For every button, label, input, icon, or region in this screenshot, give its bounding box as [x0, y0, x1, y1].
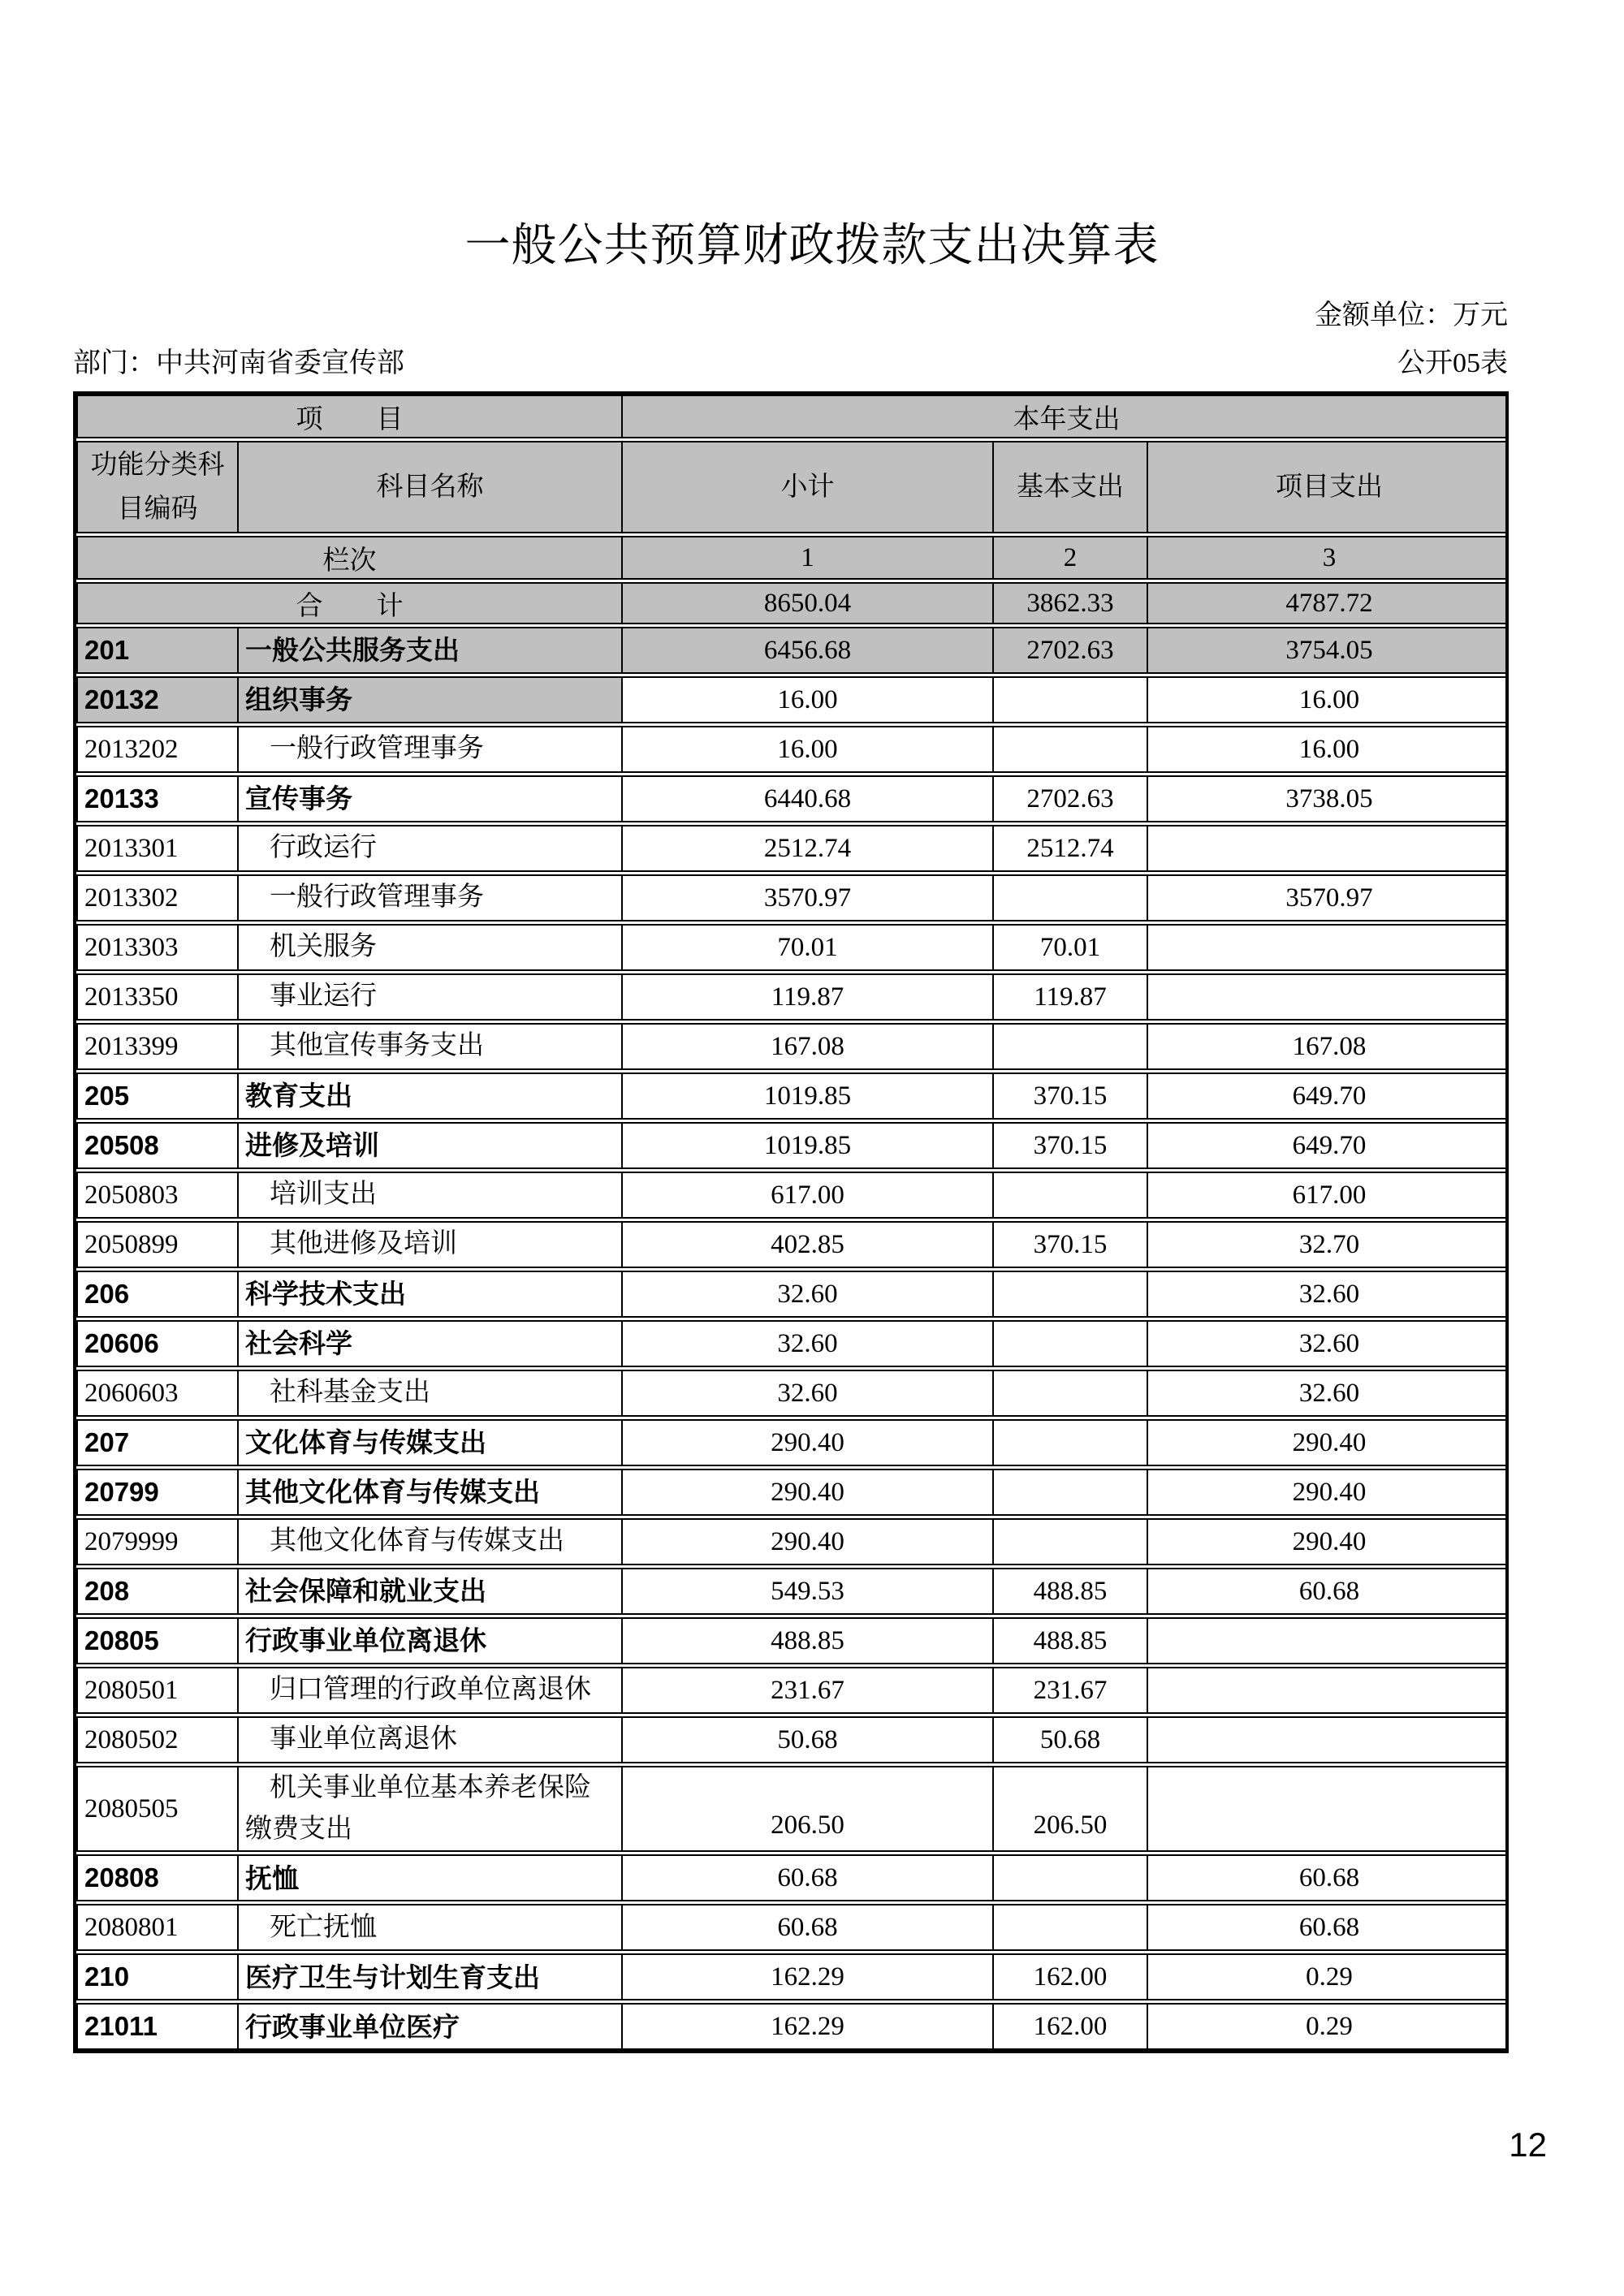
row-code-cell: 201 — [76, 627, 239, 674]
row-code-cell: 20508 — [76, 1122, 239, 1169]
row-subtotal-cell: 6456.68 — [623, 627, 994, 674]
row-project-cell: 60.68 — [1148, 1568, 1509, 1615]
table-row — [76, 2003, 1509, 2050]
header-row-2 — [76, 441, 1509, 533]
row-basic-cell — [994, 1271, 1148, 1318]
row-name-cell: 一般公共服务支出 — [239, 627, 623, 674]
row-subtotal-cell: 16.00 — [623, 726, 994, 773]
row-name-cell: 社会科学 — [239, 1320, 623, 1367]
row-project-cell: 290.40 — [1148, 1469, 1509, 1516]
table-row — [76, 1953, 1509, 2000]
row-name-cell: 教育支出 — [239, 1072, 623, 1120]
row-subtotal-cell: 402.85 — [623, 1221, 994, 1268]
row-name-cell: 一般行政管理事务 — [239, 874, 623, 921]
total-basic-cell: 3862.33 — [994, 582, 1148, 624]
row-name-cell: 进修及培训 — [239, 1122, 623, 1169]
row-project-cell: 32.70 — [1148, 1221, 1509, 1268]
total-row — [76, 582, 1509, 624]
row-name-cell: 培训支出 — [239, 1172, 623, 1219]
row-project-cell: 290.40 — [1148, 1419, 1509, 1466]
row-name-cell: 事业运行 — [239, 973, 623, 1021]
row-subtotal-cell: 60.68 — [623, 1854, 994, 1901]
row-code-cell: 2013302 — [76, 874, 239, 921]
row-project-cell: 0.29 — [1148, 1953, 1509, 2000]
row-subtotal-cell: 1019.85 — [623, 1072, 994, 1120]
row-code-cell: 2013303 — [76, 924, 239, 971]
total-subtotal-cell: 8650.04 — [623, 582, 994, 624]
row-project-cell — [1148, 924, 1509, 971]
row-basic-cell — [994, 1419, 1148, 1466]
row-name-cell: 其他进修及培训 — [239, 1221, 623, 1268]
meta-row — [73, 340, 1508, 380]
table-row — [76, 973, 1509, 1021]
row-project-cell — [1148, 973, 1509, 1021]
row-basic-cell: 370.15 — [994, 1221, 1148, 1268]
row-name-cell: 其他文化体育与传媒支出 — [239, 1469, 623, 1516]
row-basic-cell: 50.68 — [994, 1716, 1148, 1763]
table-row — [76, 1023, 1509, 1070]
row-basic-cell — [994, 1320, 1148, 1367]
row-subtotal-cell: 3570.97 — [623, 874, 994, 921]
row-subtotal-cell: 290.40 — [623, 1518, 994, 1565]
table-row — [76, 1172, 1509, 1219]
row-project-cell: 60.68 — [1148, 1904, 1509, 1951]
row-name-cell: 行政事业单位医疗 — [239, 2003, 623, 2050]
table-row — [76, 726, 1509, 773]
table-row — [76, 825, 1509, 872]
row-code-cell: 20606 — [76, 1320, 239, 1367]
row-project-cell: 32.60 — [1148, 1271, 1509, 1318]
row-name-cell: 机关事业单位基本养老保险缴费支出 — [239, 1766, 623, 1852]
row-basic-cell: 162.00 — [994, 1953, 1148, 2000]
row-subtotal-cell: 119.87 — [623, 973, 994, 1021]
row-project-cell: 649.70 — [1148, 1072, 1509, 1120]
row-basic-cell: 70.01 — [994, 924, 1148, 971]
table-row — [76, 1419, 1509, 1466]
row-basic-cell — [994, 676, 1148, 723]
row-project-cell — [1148, 1667, 1509, 1714]
header-subtotal-cell: 小计 — [623, 441, 994, 533]
unit-note: 金额单位：万元 — [1315, 300, 1508, 330]
header-row-1 — [76, 395, 1509, 438]
row-subtotal-cell: 32.60 — [623, 1320, 994, 1367]
row-code-cell: 2013301 — [76, 825, 239, 872]
table-row — [76, 1904, 1509, 1951]
row-project-cell: 60.68 — [1148, 1854, 1509, 1901]
row-name-cell: 其他宣传事务支出 — [239, 1023, 623, 1070]
row-basic-cell: 488.85 — [994, 1617, 1148, 1664]
table-row — [76, 1271, 1509, 1318]
row-name-cell: 归口管理的行政单位离退休 — [239, 1667, 623, 1714]
row-code-cell: 2080801 — [76, 1904, 239, 1951]
row-subtotal-cell: 32.60 — [623, 1271, 994, 1318]
row-basic-cell: 2702.63 — [994, 627, 1148, 674]
row-project-cell — [1148, 825, 1509, 872]
row-subtotal-cell: 1019.85 — [623, 1122, 994, 1169]
row-basic-cell: 488.85 — [994, 1568, 1148, 1615]
row-project-cell: 0.29 — [1148, 2003, 1509, 2050]
row-project-cell: 3738.05 — [1148, 775, 1509, 822]
row-subtotal-cell: 60.68 — [623, 1904, 994, 1951]
table-row — [76, 1667, 1509, 1714]
header-code-cell: 功能分类科目编码 — [76, 441, 239, 533]
row-basic-cell — [994, 1518, 1148, 1565]
table-body — [76, 627, 1509, 2050]
row-basic-cell — [994, 1370, 1148, 1417]
row-subtotal-cell: 549.53 — [623, 1568, 994, 1615]
table-row — [76, 1766, 1509, 1852]
row-code-cell: 207 — [76, 1419, 239, 1466]
table-row — [76, 1122, 1509, 1169]
row-basic-cell: 119.87 — [994, 973, 1148, 1021]
row-code-cell: 2060603 — [76, 1370, 239, 1417]
row-code-cell: 20799 — [76, 1469, 239, 1516]
row-code-cell: 2013350 — [76, 973, 239, 1021]
row-name-cell: 科学技术支出 — [239, 1271, 623, 1318]
row-name-cell: 其他文化体育与传媒支出 — [239, 1518, 623, 1565]
row-project-cell: 167.08 — [1148, 1023, 1509, 1070]
header-basic-cell: 基本支出 — [994, 441, 1148, 533]
table-row — [76, 1854, 1509, 1901]
row-basic-cell — [994, 726, 1148, 773]
row-subtotal-cell: 2512.74 — [623, 825, 994, 872]
department-label: 部门：中共河南省委宣传部 — [73, 348, 404, 378]
row-subtotal-cell: 617.00 — [623, 1172, 994, 1219]
row-subtotal-cell: 167.08 — [623, 1023, 994, 1070]
table-row — [76, 1716, 1509, 1763]
row-code-cell: 2013399 — [76, 1023, 239, 1070]
column-index-1-cell: 1 — [623, 536, 994, 580]
table-row — [76, 1221, 1509, 1268]
row-project-cell — [1148, 1617, 1509, 1664]
row-subtotal-cell: 50.68 — [623, 1716, 994, 1763]
row-subtotal-cell: 231.67 — [623, 1667, 994, 1714]
row-name-cell: 医疗卫生与计划生育支出 — [239, 1953, 623, 2000]
row-project-cell: 649.70 — [1148, 1122, 1509, 1169]
row-name-cell: 事业单位离退休 — [239, 1716, 623, 1763]
column-index-2-cell: 2 — [994, 536, 1148, 580]
row-subtotal-cell: 162.29 — [623, 2003, 994, 2050]
page-title: 一般公共预算财政拨款支出决算表 — [464, 221, 1160, 271]
row-subtotal-cell: 6440.68 — [623, 775, 994, 822]
total-project-cell: 4787.72 — [1148, 582, 1509, 624]
table-row — [76, 676, 1509, 723]
row-subtotal-cell: 488.85 — [623, 1617, 994, 1664]
table-row — [76, 1072, 1509, 1120]
budget-table — [73, 391, 1509, 2053]
table-row — [76, 1320, 1509, 1367]
table-row — [76, 1518, 1509, 1565]
row-code-cell: 205 — [76, 1072, 239, 1120]
header-year-expense-cell: 本年支出 — [623, 395, 1509, 438]
row-name-cell: 行政运行 — [239, 825, 623, 872]
row-code-cell: 2050803 — [76, 1172, 239, 1219]
header-project-cell: 项目支出 — [1148, 441, 1509, 533]
row-name-cell: 一般行政管理事务 — [239, 726, 623, 773]
table-row — [76, 1617, 1509, 1664]
page-number: 12 — [1509, 2126, 1547, 2164]
row-code-cell: 2050899 — [76, 1221, 239, 1268]
row-name-cell: 宣传事务 — [239, 775, 623, 822]
row-name-cell: 文化体育与传媒支出 — [239, 1419, 623, 1466]
table-row — [76, 924, 1509, 971]
row-code-cell: 21011 — [76, 2003, 239, 2050]
row-name-cell: 社科基金支出 — [239, 1370, 623, 1417]
row-basic-cell — [994, 1172, 1148, 1219]
row-subtotal-cell: 290.40 — [623, 1469, 994, 1516]
row-basic-cell: 2512.74 — [994, 825, 1148, 872]
row-name-cell: 抚恤 — [239, 1854, 623, 1901]
row-subtotal-cell: 290.40 — [623, 1419, 994, 1466]
table-row — [76, 874, 1509, 921]
expenditure-table — [76, 392, 1509, 2052]
row-basic-cell — [994, 1854, 1148, 1901]
row-project-cell: 617.00 — [1148, 1172, 1509, 1219]
column-index-row — [76, 536, 1509, 580]
row-project-cell: 16.00 — [1148, 676, 1509, 723]
row-project-cell: 3570.97 — [1148, 874, 1509, 921]
row-name-cell: 社会保障和就业支出 — [239, 1568, 623, 1615]
row-name-cell: 组织事务 — [239, 676, 623, 723]
total-label-cell: 合 计 — [76, 582, 623, 624]
row-project-cell: 32.60 — [1148, 1320, 1509, 1367]
row-basic-cell: 206.50 — [994, 1766, 1148, 1852]
row-subtotal-cell: 16.00 — [623, 676, 994, 723]
column-index-3-cell: 3 — [1148, 536, 1509, 580]
row-basic-cell — [994, 1023, 1148, 1070]
row-code-cell: 2080505 — [76, 1766, 239, 1852]
row-code-cell: 20805 — [76, 1617, 239, 1664]
column-index-label-cell: 栏次 — [76, 536, 623, 580]
table-row — [76, 1469, 1509, 1516]
header-item-cell: 项 目 — [76, 395, 623, 438]
row-project-cell — [1148, 1766, 1509, 1852]
table-row — [76, 1370, 1509, 1417]
row-name-cell: 死亡抚恤 — [239, 1904, 623, 1951]
row-code-cell: 2013202 — [76, 726, 239, 773]
row-basic-cell: 231.67 — [994, 1667, 1148, 1714]
row-project-cell — [1148, 1716, 1509, 1763]
row-code-cell: 20132 — [76, 676, 239, 723]
row-basic-cell — [994, 1904, 1148, 1951]
row-basic-cell: 162.00 — [994, 2003, 1148, 2050]
row-code-cell: 20133 — [76, 775, 239, 822]
row-project-cell: 290.40 — [1148, 1518, 1509, 1565]
row-basic-cell: 370.15 — [994, 1122, 1148, 1169]
row-code-cell: 206 — [76, 1271, 239, 1318]
row-name-cell: 机关服务 — [239, 924, 623, 971]
header-subject-cell: 科目名称 — [239, 441, 623, 533]
row-project-cell: 16.00 — [1148, 726, 1509, 773]
row-code-cell: 2080502 — [76, 1716, 239, 1763]
row-project-cell: 32.60 — [1148, 1370, 1509, 1417]
row-code-cell: 2080501 — [76, 1667, 239, 1714]
row-subtotal-cell: 162.29 — [623, 1953, 994, 2000]
row-basic-cell: 370.15 — [994, 1072, 1148, 1120]
row-code-cell: 208 — [76, 1568, 239, 1615]
row-basic-cell: 2702.63 — [994, 775, 1148, 822]
table-row — [76, 627, 1509, 674]
row-subtotal-cell: 206.50 — [623, 1766, 994, 1852]
table-row — [76, 775, 1509, 822]
row-code-cell: 20808 — [76, 1854, 239, 1901]
row-basic-cell — [994, 874, 1148, 921]
table-code-label: 公开05表 — [1397, 348, 1508, 378]
row-code-cell: 2079999 — [76, 1518, 239, 1565]
row-subtotal-cell: 32.60 — [623, 1370, 994, 1417]
row-project-cell: 3754.05 — [1148, 627, 1509, 674]
row-basic-cell — [994, 1469, 1148, 1516]
row-subtotal-cell: 70.01 — [623, 924, 994, 971]
table-row — [76, 1568, 1509, 1615]
row-code-cell: 210 — [76, 1953, 239, 2000]
row-name-cell: 行政事业单位离退休 — [239, 1617, 623, 1664]
